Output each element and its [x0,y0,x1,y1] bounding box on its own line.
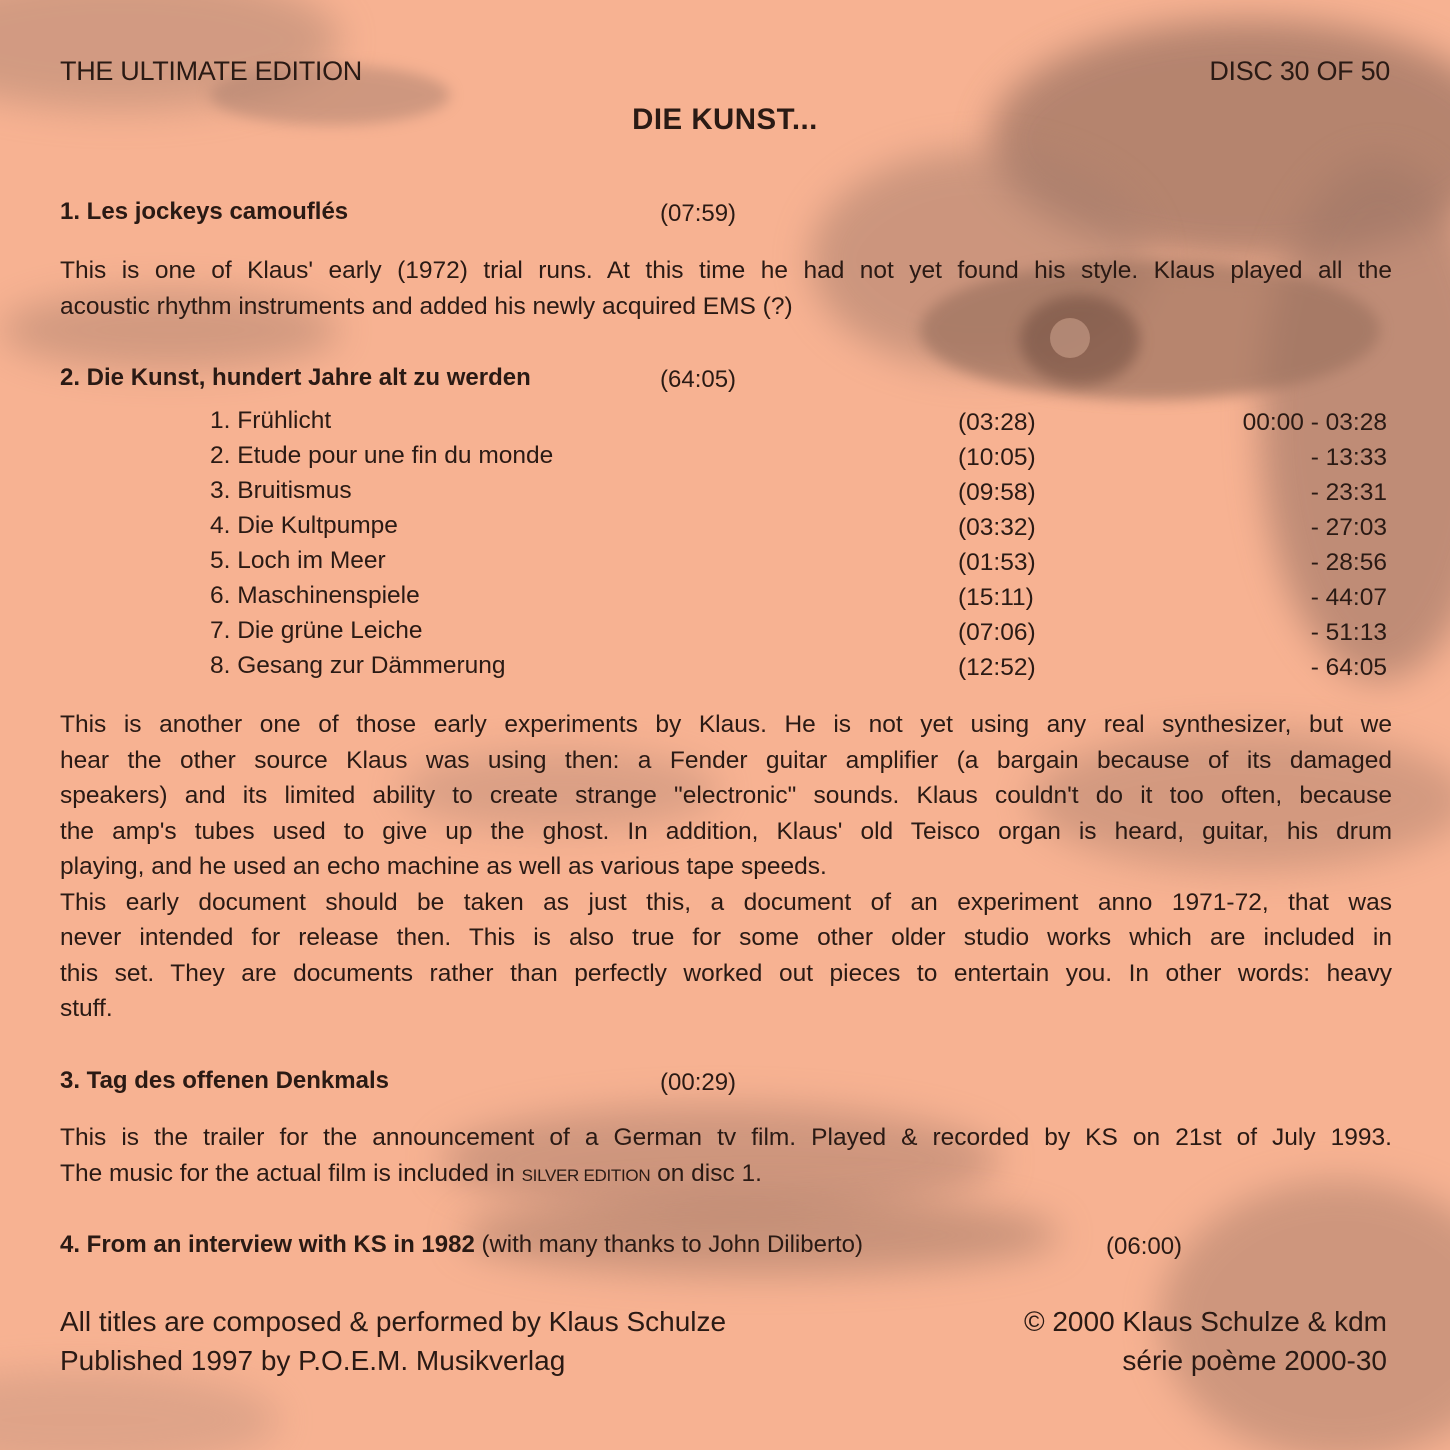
part-duration: (03:32) [958,514,1036,541]
track-4-title-suffix: (with many thanks to John Diliberto) [481,1231,863,1258]
part-title: 1. Frühlicht [210,407,332,434]
track-3-title: 3. Tag des offenen Denkmals [60,1067,389,1094]
part-title: 8. Gesang zur Dämmerung [210,652,506,679]
track-4-title-text: 4. From an interview with KS in 1982 [60,1231,475,1258]
track-1-title: 1. Les jockeys camouflés [60,198,349,225]
text-line: This is another one of those early experiments by Klaus. He is not yet using any real synthesizer, but we [60,711,1392,738]
text-line: This is one of Klaus' early (1972) trial runs. At this time he had not yet found his style. Klaus played all the [60,257,1392,284]
part-duration: (15:11) [958,584,1034,611]
text-line: speakers) and its limited ability to create strange "electronic" sounds. Klaus couldn't do it too often, because [60,782,1392,809]
track-2-title: 2. Die Kunst, hundert Jahre alt zu werden [60,364,531,391]
part-title: 2. Etude pour une fin du monde [210,442,554,469]
part-time: - 27:03 [1310,514,1387,541]
text-line: the amp's tubes used to give up the ghost. In addition, Klaus' old Teisco organ is heard, guitar, his drum [60,817,1392,845]
text-line: acoustic rhythm instruments and added his newly acquired EMS (?) [60,292,793,320]
text-line: This is the trailer for the announcement of a German tv film. Played & recorded by KS on 21st of July 1993. [60,1124,1392,1151]
text-segment: The music for the actual film is included in [60,1159,522,1187]
part-time: - 28:56 [1310,549,1387,576]
part-title: 4. Die Kultpumpe [210,512,398,539]
copyright-notice: © 2000 Klaus Schulze & kdm [1023,1306,1387,1337]
part-time: - 13:33 [1310,444,1387,471]
text-line: stuff. [60,995,113,1022]
silver-edition-label: SILVER EDITION [521,1165,651,1185]
part-duration: (12:52) [958,654,1036,681]
track-4-title [60,1231,863,1259]
text-line: playing, and he used an echo machine as well as various tape speeds. [60,853,827,880]
track-1-duration: (07:59) [660,200,737,227]
text-line: never intended for release then. This is also true for some other older studio works which are included in [60,924,1392,951]
composer-credit: All titles are composed & performed by Klaus Schulze [60,1306,727,1337]
text-segment: on disc 1. [650,1159,762,1187]
part-title: 6. Maschinenspiele [210,582,420,609]
text-line: This early document should be taken as just this, a document of an experiment anno 1971-72, that was [60,888,1392,916]
part-title: 3. Bruitismus [210,477,352,504]
part-duration: (03:28) [958,409,1036,436]
part-time: - 44:07 [1310,584,1387,611]
part-duration: (09:58) [958,479,1036,506]
catalog-number: série poème 2000-30 [1122,1345,1387,1376]
part-time: - 64:05 [1310,654,1387,681]
text-line: hear the other source Klaus was using then: a Fender guitar amplifier (a bargain because of its damaged [60,746,1392,774]
track-4-duration: (06:00) [1106,1233,1183,1260]
disc-number: DISC 30 OF 50 [1209,56,1390,86]
track-2-duration: (64:05) [660,366,737,393]
track-3-duration: (00:29) [660,1069,737,1096]
part-time: 00:00 - 03:28 [1242,409,1387,436]
part-title: 7. Die grüne Leiche [210,617,423,644]
part-time: - 23:31 [1310,479,1387,506]
text-line: this set. They are documents rather than perfectly worked out pieces to entertain you. In other words: heavy [60,959,1392,987]
publisher-credit: Published 1997 by P.O.E.M. Musikverlag [60,1345,566,1376]
track-3-description [60,1120,1392,1191]
track-1-description [60,253,1392,324]
part-duration: (10:05) [958,444,1036,471]
track-2-description [60,707,1392,1027]
part-time: - 51:13 [1310,619,1387,646]
page-title: DIE KUNST... [632,103,818,136]
part-title: 5. Loch im Meer [210,547,386,574]
edition-label: THE ULTIMATE EDITION [60,56,363,86]
part-duration: (01:53) [958,549,1036,576]
part-duration: (07:06) [958,619,1036,646]
text-line [60,1156,1392,1192]
